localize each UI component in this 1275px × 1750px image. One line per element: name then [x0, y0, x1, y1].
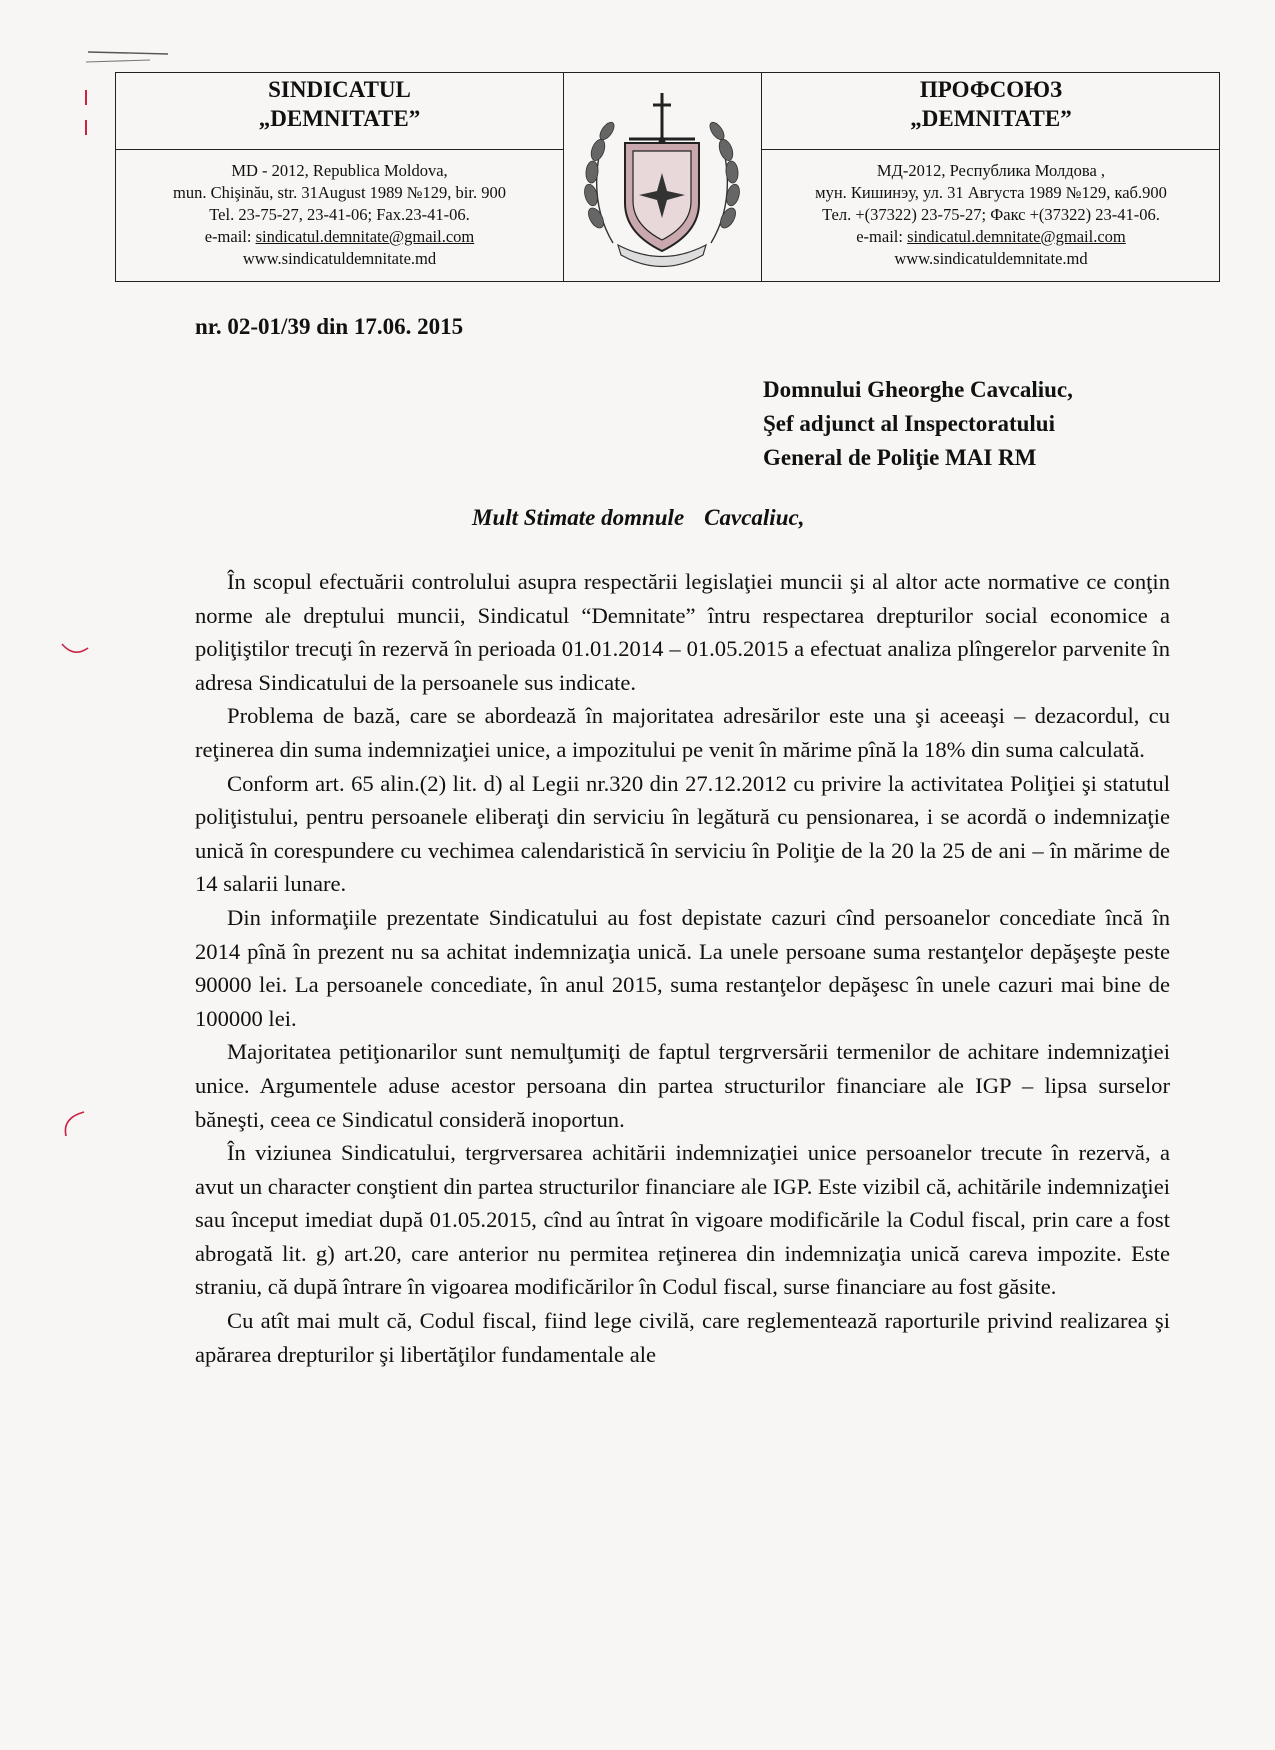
org-name-ro	[116, 75, 563, 133]
org-name-line2: „DEMNITATE”	[910, 106, 1072, 131]
divider	[762, 149, 1220, 150]
email-label: e-mail:	[856, 227, 908, 246]
paragraph: În viziunea Sindicatului, tergrversarea achitării indemnizaţiei unice persoanelor trecute în rezervă, a avut un character conştient din partea structurilor financiare ale IGP. Este vizibil că, achitările indemnizaţiei sau început imediat după 01.05.2015, cînd au întrat în vigoare modificările la Codul fiscal, prin care a fost abrogată lit. g) art.20, care anterior nu permitea reţinerea din indemnizaţia unică careva impozite. Este straniu, că după întrare în vigoarea modificărilor în Codul fiscal, surse financiare au fost găsite.	[195, 1140, 1170, 1300]
margin-red-mark-2	[58, 1110, 88, 1140]
letterhead	[115, 72, 1220, 282]
addressee-line2: Şef adjunct al Inspectoratului	[763, 411, 1055, 436]
email-link[interactable]: sindicatul.demnitate@gmail.com	[255, 227, 475, 246]
contact-block-ro	[116, 160, 563, 270]
org-name-ru	[762, 75, 1220, 133]
email-label: e-mail:	[204, 227, 256, 246]
org-name-line1: ПРОФСОЮЗ	[919, 77, 1063, 102]
addressee-block	[763, 373, 1073, 475]
margin-red-mark	[60, 640, 90, 660]
addressee-line1: Domnului Gheorghe Cavcaliuc,	[763, 377, 1073, 402]
org-name-line2: „DEMNITATE”	[258, 106, 421, 131]
address-line2: мун. Кишинэу, ул. 31 Августа 1989 №129, каб.900	[815, 183, 1167, 202]
email-line	[762, 226, 1220, 248]
org-name-line1: SINDICATUL	[268, 77, 411, 102]
email-line	[116, 226, 563, 248]
phone-line: Тел. +(37322) 23-75-27; Факс +(37322) 23-41-06.	[822, 205, 1160, 224]
paragraph: Conform art. 65 alin.(2) lit. d) al Legii nr.320 din 27.12.2012 cu privire la activitatea Poliţiei şi statutul poliţistului, pentru persoanele eliberaţi din serviciu în legătură cu pensionarea, i se acordă o indemnizaţie unică în corespundere cu vechimea calendaristică în serviciu în Poliţie de la 20 la 25 de ani – în mărime de 14 salarii lunare.	[195, 770, 1170, 897]
letterhead-right-ru	[761, 73, 1220, 281]
paragraph: Cu atît mai mult că, Codul fiscal, fiind lege civilă, care reglementează raporturile privind realizarea şi apărarea drepturilor şi libertăţilor fundamentale ale	[195, 1308, 1170, 1367]
phone-line: Tel. 23-75-27, 23-41-06; Fax.23-41-06.	[209, 205, 470, 224]
contact-block-ru	[762, 160, 1220, 270]
letter-body	[195, 565, 1170, 1371]
paragraph: Din informaţiile prezentate Sindicatului au fost depistate cazuri cînd persoanelor concediate încă în 2014 pînă în prezent nu sa achitat indemnizaţia unică. La unele persoane suma restanţelor depăşeşte peste 90000 lei. La persoanele concediate, în anul 2015, suma restanţelor depăşesc în unele cazuri mai bine de 100000 lei.	[195, 904, 1170, 1031]
salutation-part1: Mult Stimate domnule	[472, 505, 685, 530]
divider	[116, 149, 563, 150]
email-link[interactable]: sindicatul.demnitate@gmail.com	[907, 227, 1126, 246]
letterhead-left-ro	[116, 73, 564, 281]
address-line1: MD - 2012, Republica Moldova,	[231, 161, 448, 180]
address-line1: МД-2012, Республика Молдова ,	[876, 161, 1106, 180]
union-emblem-icon	[563, 73, 761, 281]
salutation	[472, 505, 804, 531]
paragraph: Majoritatea petiţionarilor sunt nemulţumiţi de faptul tergrversării termenilor de achitare indemnizaţiei unice. Argumentele aduse acestor persoana din partea structurilor financiare ale IGP – lipsa surselor băneşti, ceea ce Sindicatul consideră inoportun.	[195, 1039, 1170, 1132]
website-link[interactable]: www.sindicatuldemnitate.md	[894, 249, 1088, 268]
website-link[interactable]: www.sindicatuldemnitate.md	[242, 249, 437, 268]
address-line2: mun. Chişinău, str. 31August 1989 №129, bir. 900	[173, 183, 506, 202]
addressee-line3: General de Poliţie MAI RM	[763, 445, 1037, 470]
salutation-part2: Cavcaliuc,	[704, 505, 805, 530]
paragraph: În scopul efectuării controlului asupra respectării legislaţiei muncii şi al altor acte normative ce conţin norme ale dreptului muncii, Sindicatul “Demnitate” întru respectarea drepturilor social economice a poliţiştilor trecuţi în rezervă în perioada 01.01.2014 – 01.05.2015 a efectuat analiza plîngerelor parvenite în adresa Sindicatului de la persoanele sus indicate.	[195, 569, 1170, 695]
reference-number: nr. 02-01/39 din 17.06. 2015	[195, 314, 464, 339]
paragraph: Problema de bază, care se abordează în majoritatea adresărilor este una şi aceeaşi – dezacordul, cu reţinerea din suma indemnizaţiei unice, a impozitului pe venit în mărime pînă la 18% din suma calculată.	[195, 703, 1170, 762]
